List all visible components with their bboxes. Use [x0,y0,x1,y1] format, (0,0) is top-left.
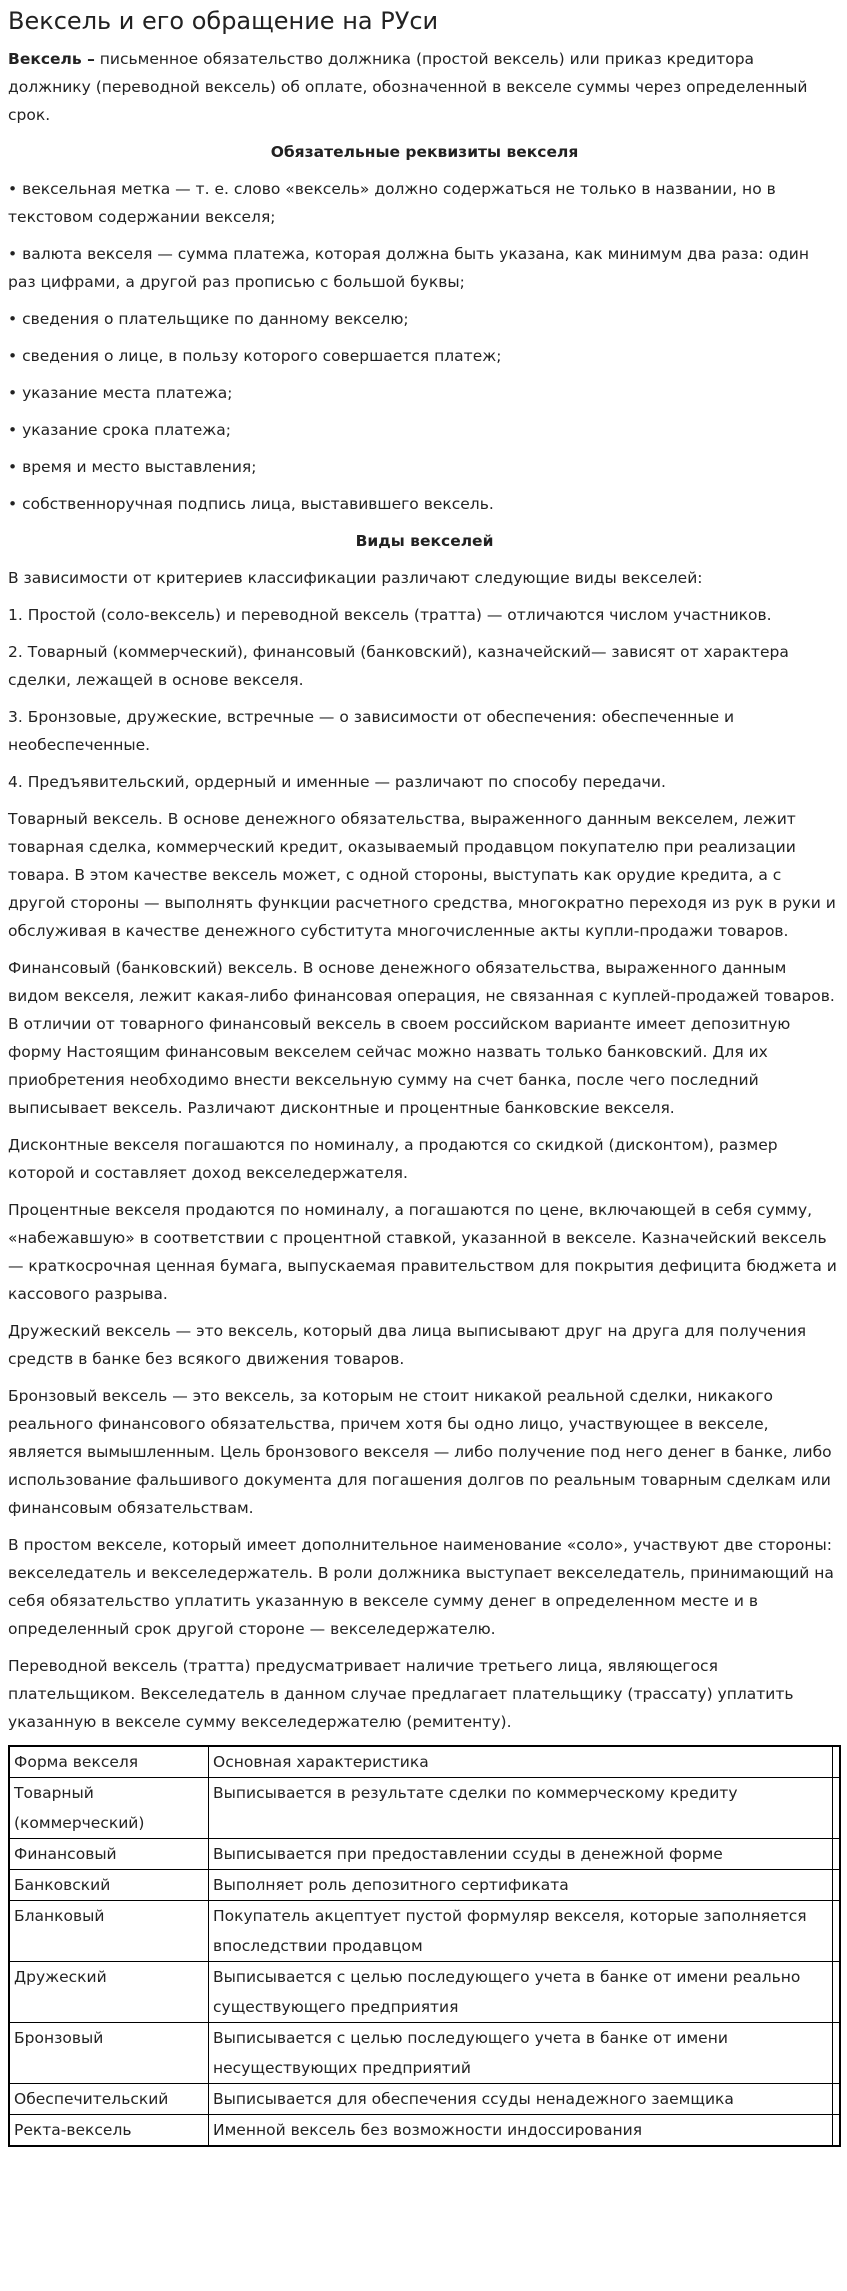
table-cell-characteristic: Именной вексель без возможности индоссирования [209,2115,833,2147]
list-item: • время и место выставления; [8,458,257,476]
table-spacer-cell [833,2115,841,2147]
requisites-list [8,175,841,518]
body-paragraph: Бронзовый вексель — это вексель, за которым не стоит никакой реальной сделки, никакого реального финансового обязательства, причем хотя бы одно лицо, участвующее в векселе, является вымышленным. Цель бронзового векселя — либо получение под него денег в банке, либо использование фальшивого документа для погашения долгов по реальным товарным сделкам или финансовым обязательствам. [8,1387,832,1517]
types-intro: В зависимости от критериев классификации различают следующие виды векселей: [8,569,703,587]
table-spacer-cell [833,2084,841,2115]
requisites-heading: Обязательные реквизиты векселя [270,143,579,161]
table-row [9,2023,840,2084]
body-paragraph: Процентные векселя продаются по номиналу, а погашаются по цене, включающей в себя сумму, «набежавшую» в соответствии с процентной ставкой, указанной в векселе. Казначейский вексель— краткосрочная ценная бумага, выпускаемая правительством для покрытия дефицита бюджета и кассового разрыва. [8,1201,837,1303]
table-cell-form: Дружеский [9,1962,209,2023]
table-cell-form: Бронзовый [9,2023,209,2084]
list-item: • указание срока платежа; [8,421,231,439]
types-list [8,601,841,796]
definition-paragraph [8,45,841,129]
bill-types-table [8,1745,841,2147]
list-item: 4. Предъявительский, ордерный и именные — различают по способу передачи. [8,773,666,791]
list-item: 3. Бронзовые, дружеские, встречные — о зависимости от обеспечения: обеспеченные и необеспеченные. [8,708,735,754]
table-spacer-cell [833,1839,841,1870]
table-cell-form: Обеспечительский [9,2084,209,2115]
body-paragraph: Переводной вексель (тратта) предусматривает наличие третьего лица, являющегося плательщиком. Векселедатель в данном случае предлагает плательщику (трассату) уплатить указанную в векселе сумму векселедержателю (ремитенту). [8,1657,794,1731]
table-header-cell: Форма векселя [9,1746,209,1778]
list-item: • сведения о лице, в пользу которого совершается платеж; [8,347,502,365]
table-cell-characteristic: Выписывается для обеспечения ссуды ненадежного заемщика [209,2084,833,2115]
list-item: • валюта векселя — сумма платежа, которая должна быть указана, как минимум два раза: один раз цифрами, а другой раз прописью с большой буквы; [8,245,809,291]
table-row [9,1778,840,1839]
list-item: 2. Товарный (коммерческий), финансовый (банковский), казначейский— зависят от характера сделки, лежащей в основе векселя. [8,643,789,689]
list-item: • сведения о плательщике по данному векселю; [8,310,409,328]
list-item: • собственноручная подпись лица, выставившего вексель. [8,495,494,513]
table-spacer-cell [833,1962,841,2023]
table-cell-characteristic: Покупатель акцептует пустой формуляр векселя, которые заполняется впоследствии продавцом [209,1901,833,1962]
page-title: Вексель и его обращение на РУси [8,7,439,35]
table-cell-form: Товарный (коммерческий) [9,1778,209,1839]
table-header-row [9,1746,840,1778]
list-item: • вексельная метка — т. е. слово «вексель» должно содержаться не только в названии, но в текстовом содержании векселя; [8,180,776,226]
body-paragraph: Товарный вексель. В основе денежного обязательства, выраженного данным векселем, лежит товарная сделка, коммерческий кредит, оказываемый продавцом покупателю при реализации товара. В этом качестве вексель может, с одной стороны, выступать как орудие кредита, а с другой стороны — выполнять функции расчетного средства, многократно переходя из рук в руки и обслуживая в качестве денежного субститута многочисленные акты купли-продажи товаров. [8,810,836,940]
table-spacer-cell [833,1746,841,1778]
table-row [9,2115,840,2147]
table-spacer-cell [833,1778,841,1839]
table-row [9,1962,840,2023]
list-item: • указание места платежа; [8,384,233,402]
table-spacer-cell [833,1901,841,1962]
table-cell-characteristic: Выполняет роль депозитного сертификата [209,1870,833,1901]
table-cell-form: Бланковый [9,1901,209,1962]
table-header-cell: Основная характеристика [209,1746,833,1778]
document-page [0,6,847,2147]
table-cell-characteristic: Выписывается при предоставлении ссуды в денежной форме [209,1839,833,1870]
table-spacer-cell [833,1870,841,1901]
definition-term: Вексель – [8,50,95,68]
body-paragraph: Дисконтные векселя погашаются по номиналу, а продаются со скидкой (дисконтом), размер которой и составляет доход векселедержателя. [8,1136,778,1182]
definition-text: письменное обязательство должника (простой вексель) или приказ кредитора должнику (переводной вексель) об оплате, обозначенной в векселе суммы через определенный срок. [8,50,808,124]
table-row [9,2084,840,2115]
table-cell-form: Финансовый [9,1839,209,1870]
table-cell-characteristic: Выписывается в результате сделки по коммерческому кредиту [209,1778,833,1839]
list-item: 1. Простой (соло-вексель) и переводной вексель (тратта) — отличаются числом участников. [8,606,772,624]
table-row [9,1901,840,1962]
body-paragraph: Финансовый (банковский) вексель. В основе денежного обязательства, выраженного данным видом векселя, лежит какая-либо финансовая операция, не связанная с куплей-продажей товаров. В отличии от товарного финансовый вексель в своем российском варианте имеет депозитную форму Настоящим финансовым векселем сейчас можно назвать только банковский. Для их приобретения необходимо внести вексельную сумму на счет банка, после чего последний выписывает вексель. Различают дисконтные и процентные банковские векселя. [8,959,835,1117]
table-cell-characteristic: Выписывается с целью последующего учета в банке от имени несуществующих предприятий [209,2023,833,2084]
types-heading: Виды векселей [355,532,494,550]
body-paragraph: Дружеский вексель — это вексель, который два лица выписывают друг на друга для получения средств в банке без всякого движения товаров. [8,1322,807,1368]
table-cell-form: Ректа-вексель [9,2115,209,2147]
body-paragraph: В простом векселе, который имеет дополнительное наименование «соло», участвуют две стороны: векселедатель и векселедержатель. В роли должника выступает векселедатель, принимающий на себя обязательство уплатить указанную в векселе сумму денег в определенном месте и в определенный срок другой стороне — векселедержателю. [8,1536,834,1638]
table-row [9,1870,840,1901]
body-paragraphs [8,805,841,1736]
table-cell-form: Банковский [9,1870,209,1901]
table-spacer-cell [833,2023,841,2084]
table-cell-characteristic: Выписывается с целью последующего учета в банке от имени реально существующего предприятия [209,1962,833,2023]
table-row [9,1839,840,1870]
